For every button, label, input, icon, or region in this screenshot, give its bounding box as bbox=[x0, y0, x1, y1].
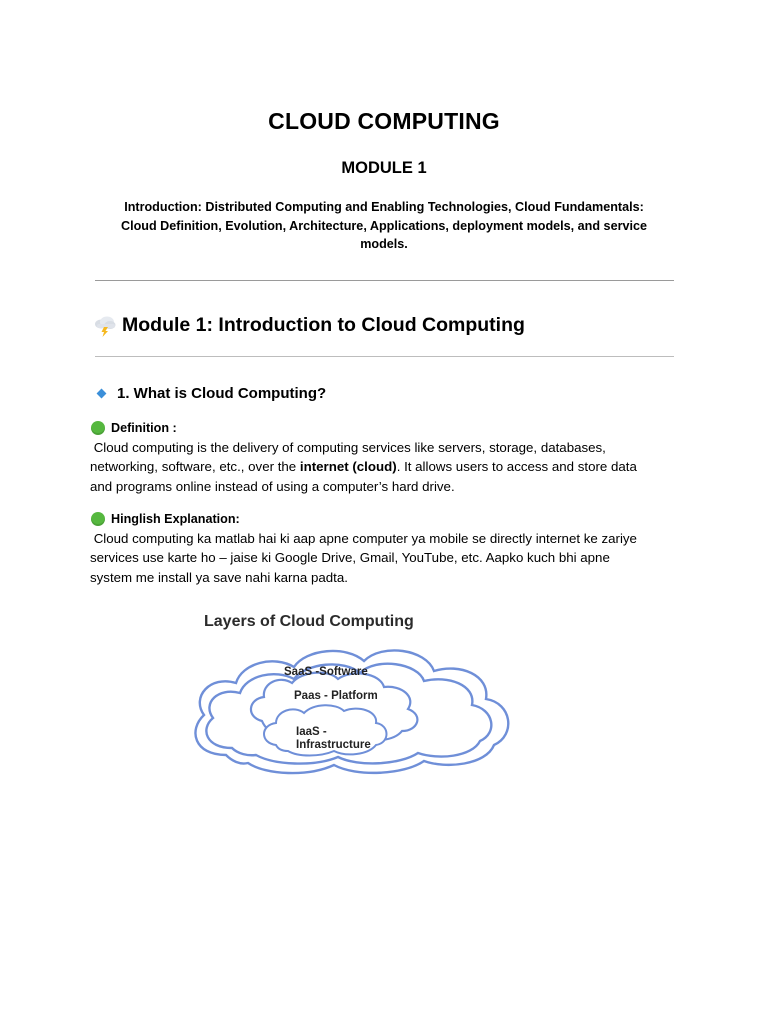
cloud-layers-figure bbox=[186, 605, 516, 785]
green-circle-icon bbox=[91, 421, 105, 435]
hinglish-line-1: Cloud computing ka matlab hai ki aap apne computer ya mobile se directly internet ke zariye bbox=[93, 531, 637, 546]
hinglish-paragraph bbox=[90, 529, 680, 587]
intro-line-1: Introduction: Distributed Computing and Enabling Technologies, Cloud Fundamentals: bbox=[124, 200, 644, 214]
section-divider bbox=[95, 356, 674, 357]
document-title: CLOUD COMPUTING bbox=[268, 108, 500, 134]
intro-line-2: Cloud Definition, Evolution, Architecture, Applications, deployment models, and service bbox=[121, 218, 647, 233]
figure-title: Layers of Cloud Computing bbox=[204, 613, 414, 630]
definition-paragraph bbox=[90, 438, 680, 496]
green-circle-icon bbox=[91, 512, 105, 526]
definition-line-1: Cloud computing is the delivery of computing services like servers, storage, databases, bbox=[93, 440, 606, 455]
paas-label: Paas - Platform bbox=[294, 690, 378, 702]
module-heading: MODULE 1 bbox=[341, 159, 427, 177]
iaas-label-line-1: IaaS - bbox=[296, 726, 327, 738]
definition-label bbox=[91, 419, 177, 437]
section-heading bbox=[92, 312, 525, 338]
definition-label-text: Definition : bbox=[111, 421, 177, 435]
cloud-lightning-icon bbox=[92, 312, 118, 338]
intro-line-3: models. bbox=[360, 237, 408, 251]
hinglish-label bbox=[91, 510, 240, 528]
subsection-heading bbox=[96, 382, 326, 404]
saas-label: SaaS -Software bbox=[284, 666, 368, 678]
blue-diamond-icon bbox=[97, 388, 107, 398]
hinglish-label-text: Hinglish Explanation: bbox=[111, 512, 240, 526]
divider bbox=[95, 280, 674, 281]
iaas-label-line-2: Infrastructure bbox=[296, 739, 371, 751]
subsection-heading-text: 1. What is Cloud Computing? bbox=[117, 384, 327, 402]
cloud-layers-diagram bbox=[186, 605, 516, 785]
module-intro bbox=[92, 198, 676, 254]
definition-line-2: networking, software, etc., over the internet (cloud). It allows users to access and store data bbox=[90, 459, 637, 475]
section-heading-text: Module 1: Introduction to Cloud Computing bbox=[122, 313, 525, 336]
definition-line-3: and programs online instead of using a computer’s hard drive. bbox=[90, 478, 455, 494]
definition-bold-term: internet (cloud) bbox=[299, 459, 397, 475]
hinglish-line-3: system me install ya save nahi karna padta. bbox=[90, 569, 348, 585]
hinglish-line-2: services use karte ho – jaise ki Google Drive, Gmail, YouTube, etc. Aapko kuch bhi apne bbox=[90, 550, 610, 566]
